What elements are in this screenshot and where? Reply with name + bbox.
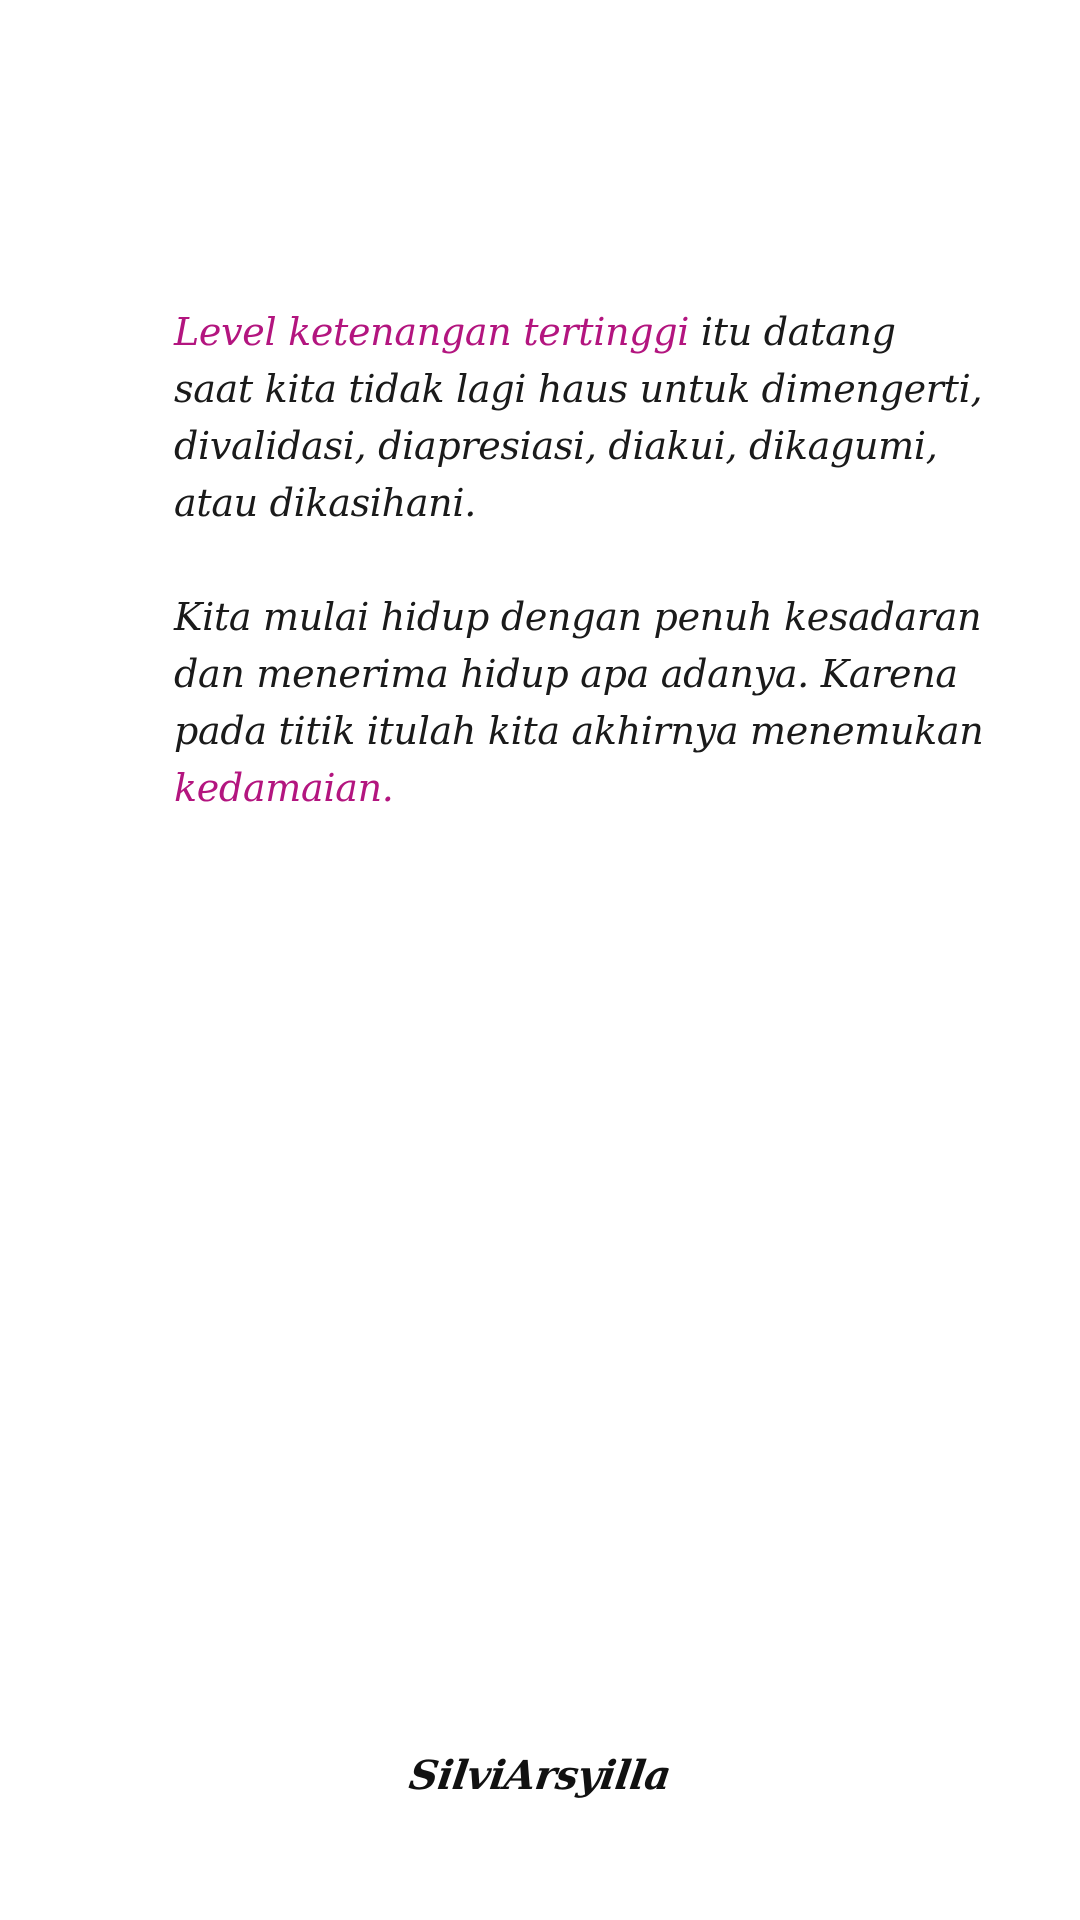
quote-line: atau dikasihani. xyxy=(174,481,476,525)
quote-line: Kita mulai hidup dengan penuh kesadaran xyxy=(174,595,982,639)
quote-line: saat kita tidak lagi haus untuk dimengerti, xyxy=(174,367,983,411)
highlight-word: kedamaian. xyxy=(174,766,394,810)
quote-line-text: itu datang xyxy=(689,310,896,354)
highlight-phrase: Level ketenangan tertinggi xyxy=(174,310,690,354)
quote-line xyxy=(174,304,934,361)
quote-paragraph-1 xyxy=(174,304,983,532)
quote-text xyxy=(174,304,984,817)
quote-line: dan menerima hidup apa adanya. Karena xyxy=(174,652,958,696)
quote-line: pada titik itulah kita akhirnya menemukan xyxy=(174,709,984,753)
quote-line: divalidasi, diapresiasi, diakui, dikagumi, xyxy=(174,424,938,468)
author-signature: SilviArsyilla xyxy=(406,1752,674,1799)
quote-paragraph-2 xyxy=(174,589,984,817)
